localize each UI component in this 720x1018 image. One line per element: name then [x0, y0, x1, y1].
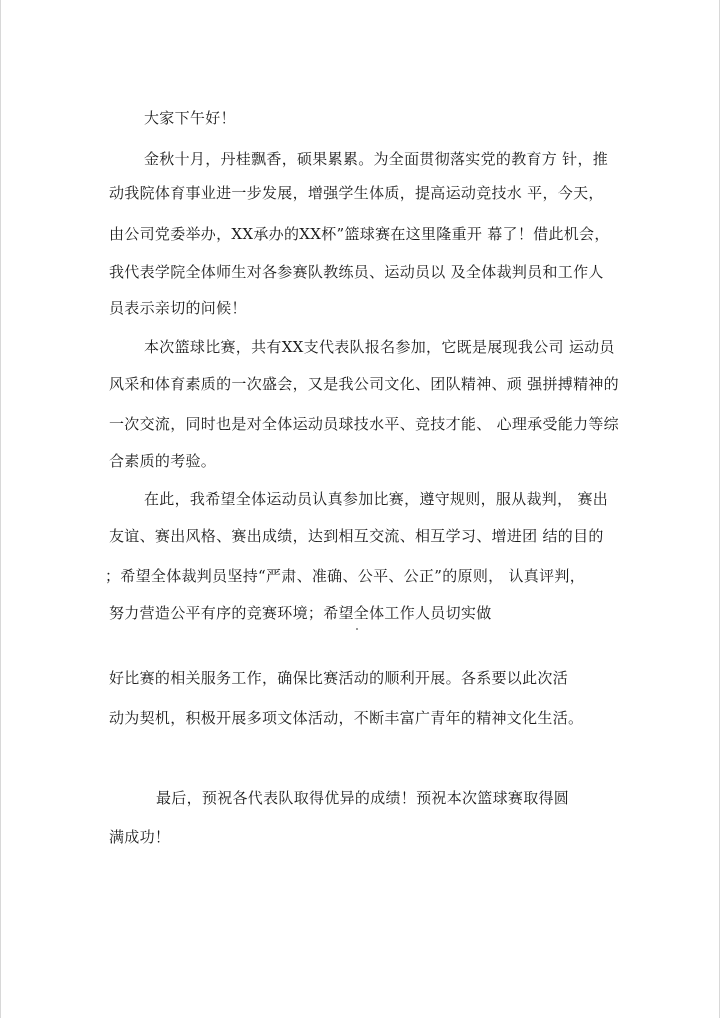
- paragraph-1-line-1: 金秋十月，丹桂飘香，硕果累累。为全面贯彻落实党的教育方 针，推: [144, 150, 609, 168]
- closing-line-1: 最后，预祝各代表队取得优异的成绩！预祝本次篮球赛取得圆: [156, 789, 570, 807]
- paragraph-1-line-2: 动我院体育事业进一步发展，增强学生体质，提高运动竞技水 平，今天，: [109, 184, 604, 202]
- paragraph-2-line-3: 一次交流，同时也是对全体运动员球技水平、竞技才能、 心理承受能力等综: [109, 415, 619, 433]
- closing-line-2: 满成功！: [109, 828, 171, 846]
- paragraph-3-line-1: 在此，我希望全体运动员认真参加比赛，遵守规则，服从裁判， 赛出: [144, 490, 609, 508]
- paragraph-4-line-2: 动为契机，积极开展多项文体活动，不断丰富广青年的精神文化生活。: [109, 709, 584, 727]
- paragraph-1-line-5: 员表示亲切的问候！: [109, 299, 247, 317]
- paragraph-3-line-3: ；希望全体裁判员坚持“严肃、准确、公平、公正”的原则， 认真评判，: [105, 567, 586, 585]
- paragraph-2-line-2: 风采和体育素质的一次盛会，又是我公司文化、团队精神、顽 强拼搏精神的: [109, 375, 619, 393]
- paragraph-4-line-1: 好比赛的相关服务工作，确保比赛活动的顺利开展。各系要以此次活: [109, 669, 569, 687]
- page-break-mark: [356, 628, 358, 630]
- paragraph-3-line-4: 努力营造公平有序的竞赛环境；希望全体工作人员切实做: [109, 604, 492, 622]
- paragraph-1-line-3: 由公司党委举办，XX承办的XX杯”篮球赛在这里隆重开 幕了！借此机会，: [109, 225, 610, 243]
- paragraph-2-line-1: 本次篮球比赛，共有XX支代表队报名参加，它既是展现我公司 运动员: [144, 338, 615, 356]
- greeting-line: 大家下午好！: [144, 109, 236, 127]
- paragraph-3-line-2: 友谊、赛出风格、赛出成绩，达到相互交流、相互学习、增进团 结的目的: [109, 527, 604, 545]
- paragraph-1-line-4: 我代表学院全体师生对各参赛队教练员、运动员以 及全体裁判员和工作人: [109, 263, 604, 281]
- paragraph-2-line-4: 合素质的考验。: [109, 452, 217, 470]
